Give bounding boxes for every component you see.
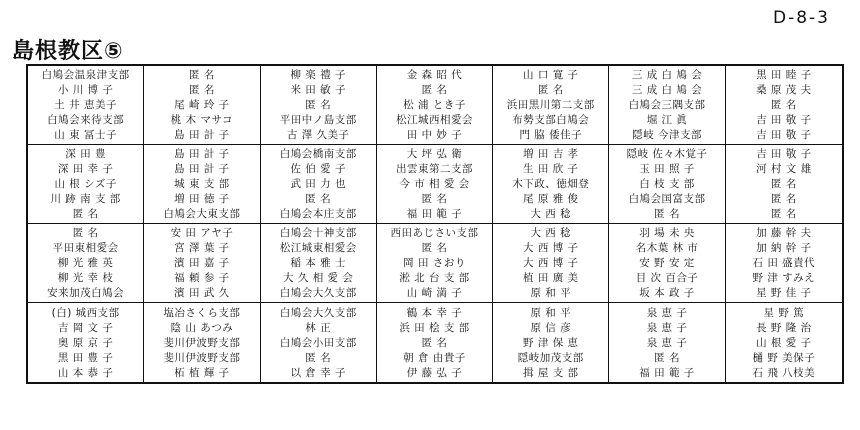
donor-name: 大 坪 弘 衛 <box>406 148 463 161</box>
donor-name: 目 次 百合子 <box>635 271 699 284</box>
donor-name: 野 津 保 恵 <box>523 336 579 349</box>
donor-name: 福 田 範 子 <box>639 366 695 379</box>
donor-name: 吉 岡 文 子 <box>57 321 114 334</box>
donor-name: 樋 野 美保子 <box>752 351 816 364</box>
donor-name: 松 浦 とき子 <box>403 98 466 111</box>
donor-name: 名木葉 林 市 <box>635 242 699 255</box>
name-block <box>261 303 376 382</box>
page-code: D-8-3 <box>773 8 830 28</box>
donor-name: 匿 名 <box>305 192 332 205</box>
donor-name: 濱 田 嘉 子 <box>174 256 230 269</box>
donor-name: 匿 名 <box>72 207 99 220</box>
donor-name: 山 本 恭 子 <box>57 366 114 379</box>
donor-name: 門 脇 倭佳子 <box>519 128 583 141</box>
donor-name: 原 信 彦 <box>530 321 572 334</box>
donor-name: 大 久 相 愛 会 <box>283 271 354 284</box>
name-block <box>144 66 259 145</box>
donor-name: 原 和 平 <box>530 306 572 319</box>
donor-name: 匿 名 <box>654 351 680 364</box>
page-title: 島根教区⑤ <box>12 39 124 64</box>
donor-name: 白鳩会三隅支部 <box>628 98 706 111</box>
donor-name: 山 根 愛 子 <box>756 336 812 349</box>
donor-name: 植 田 廣 美 <box>523 271 579 284</box>
donor-name: 白鳩会本庄支部 <box>279 207 357 220</box>
donor-name: 石 飛 八枝美 <box>752 366 816 379</box>
name-block <box>144 303 259 382</box>
donor-name: 山 根 シズ子 <box>54 177 117 190</box>
donor-name: 隠岐 今津支部 <box>632 128 702 141</box>
donor-name: 白鳩会大久支部 <box>279 306 357 319</box>
name-block <box>493 303 608 382</box>
donor-name: 匿 名 <box>770 207 797 220</box>
donor-name: 岡 田 さおり <box>403 256 466 269</box>
donor-name: 白鳩会大久支部 <box>279 286 357 299</box>
name-block <box>28 303 143 382</box>
name-block <box>726 66 842 145</box>
donor-name: 匿 名 <box>421 242 448 255</box>
name-column <box>726 66 842 382</box>
donor-name: 匿 名 <box>770 98 797 111</box>
donor-name: 出雲東第二支部 <box>395 163 473 176</box>
donor-name: 白 枝 支 部 <box>639 177 695 190</box>
donor-name: 河 村 文 雄 <box>756 163 812 176</box>
donor-name: 三 成 白 鳩 会 <box>631 69 703 82</box>
donor-name: 土 井 恵美子 <box>54 98 117 111</box>
donor-name: 小 川 博 子 <box>57 84 114 97</box>
donor-name: 白鳩会大東支部 <box>163 207 241 220</box>
donor-name: 宮 澤 葉 子 <box>174 242 230 255</box>
donor-name: 大 西 稔 <box>530 227 572 240</box>
donor-name: 田 中 妙 子 <box>406 128 463 141</box>
donor-name: 深 田 豊 <box>65 148 106 161</box>
donor-name: 福 頼 参 子 <box>174 271 230 284</box>
donor-name: 柳 光 幸 枝 <box>57 271 114 284</box>
donor-name: 匿 名 <box>189 84 215 97</box>
donor-name: 平田東相愛会 <box>52 242 119 255</box>
donor-name: 尾 原 雅 俊 <box>523 192 579 205</box>
name-column <box>377 66 493 382</box>
donor-name: 黒 田 豊 子 <box>57 351 114 364</box>
donor-name: 古 澤 久美子 <box>286 128 350 141</box>
donor-name: 安 野 安 定 <box>639 256 695 269</box>
name-block <box>261 66 376 145</box>
donor-name: 匿 名 <box>770 177 797 190</box>
donor-name: 柳 楽 禮 子 <box>290 69 346 82</box>
donor-name: 大 西 博 子 <box>523 242 579 255</box>
name-block <box>28 66 143 145</box>
name-block <box>726 303 842 382</box>
name-block <box>377 145 492 224</box>
name-block <box>261 224 376 303</box>
donor-name: 桑 原 茂 夫 <box>756 84 812 97</box>
donor-name: 金 森 昭 代 <box>406 69 463 82</box>
donor-name: 匿 名 <box>421 84 448 97</box>
donor-name: 吉 田 敬 子 <box>756 148 812 161</box>
donor-name: 松江城東相愛会 <box>279 242 357 255</box>
donor-name: 米 田 敏 子 <box>290 84 346 97</box>
donor-name: 浜 田 桧 支 部 <box>399 321 470 334</box>
donor-name: 濱 田 武 久 <box>174 286 230 299</box>
donor-name: 白鳩会来待支部 <box>47 113 125 126</box>
donor-name: 西田あじさい支部 <box>390 227 479 240</box>
donor-name: 平田中ノ島支部 <box>279 113 357 126</box>
donor-name: 淞 北 台 支 部 <box>399 271 470 284</box>
donor-name: 匿 名 <box>537 84 564 97</box>
donor-name: 安来加茂白鳩会 <box>47 286 125 299</box>
donor-name: 白鳩会小田支部 <box>279 336 357 349</box>
name-block <box>609 145 724 224</box>
name-block <box>28 145 143 224</box>
donor-name: 桃 木 マサコ <box>170 113 234 126</box>
donor-name: 隠岐 佐々木覚子 <box>626 148 708 161</box>
donor-name: 斐川伊波野支部 <box>163 351 241 364</box>
donor-name: 生 田 欣 子 <box>523 163 579 176</box>
name-block <box>609 303 724 382</box>
donor-name: 吉 田 敬 子 <box>756 113 812 126</box>
donor-name: 星 野 佳 子 <box>756 286 812 299</box>
donor-name: 星 野 篤 <box>763 306 805 319</box>
name-block <box>726 145 842 224</box>
name-block <box>144 145 259 224</box>
donor-name: 匿 名 <box>305 351 332 364</box>
donor-name: 福 田 範 子 <box>406 207 463 220</box>
donor-name: 大 西 稔 <box>530 207 572 220</box>
donor-name: 加 藤 幹 夫 <box>756 227 812 240</box>
donor-name: 加 納 幹 子 <box>756 242 812 255</box>
donor-name: 柳 光 雅 英 <box>57 256 114 269</box>
donor-name: 以 倉 幸 子 <box>290 366 346 379</box>
name-block <box>493 224 608 303</box>
donor-name: 安 田 アヤ子 <box>170 227 234 240</box>
donor-name: 島 田 計 子 <box>174 148 230 161</box>
donor-name: 林 正 <box>305 321 332 334</box>
donor-name: 山 口 寛 子 <box>523 69 579 82</box>
donor-name: 羽 場 未 央 <box>639 227 695 240</box>
donor-name: 武 田 力 也 <box>290 177 346 190</box>
name-block <box>261 145 376 224</box>
donor-name: 城 東 支 部 <box>174 177 230 190</box>
donor-name: 匿 名 <box>654 207 680 220</box>
name-block <box>377 66 492 145</box>
donor-name: 堀 江 眞 <box>646 113 688 126</box>
donor-name: 白鳩会温泉津支部 <box>41 69 130 82</box>
donor-name: 白鳩会国富支部 <box>628 192 706 205</box>
name-column <box>28 66 144 382</box>
donor-name-grid <box>26 64 844 384</box>
donor-name: 隠岐加茂支部 <box>517 351 584 364</box>
donor-name: 原 和 平 <box>530 286 572 299</box>
donor-name: 野 津 すみえ <box>752 271 816 284</box>
name-column <box>493 66 609 382</box>
donor-name: 布勢支部白鳩会 <box>512 113 590 126</box>
donor-name: 伊 藤 弘 子 <box>406 366 463 379</box>
name-block <box>28 224 143 303</box>
donor-name: 匿 名 <box>72 227 99 240</box>
donor-name: (白) 城西支部 <box>51 306 120 319</box>
donor-name: 三 成 白 鳩 会 <box>631 84 703 97</box>
donor-name: 斐川伊波野支部 <box>163 336 241 349</box>
name-block <box>493 145 608 224</box>
donor-name: 山 東 冨士子 <box>54 128 117 141</box>
donor-name: 深 田 幸 子 <box>57 163 114 176</box>
name-block <box>609 66 724 145</box>
donor-name: 泉 恵 子 <box>646 306 688 319</box>
donor-name: 陰 山 あつみ <box>170 321 234 334</box>
donor-name: 泉 恵 子 <box>646 336 688 349</box>
donor-name: 黒 田 睦 子 <box>756 69 812 82</box>
name-block <box>609 224 724 303</box>
donor-name: 島 田 計 子 <box>174 163 230 176</box>
donor-name: 松江城西相愛会 <box>395 113 473 126</box>
donor-name: 浜田黒川第二支部 <box>506 98 595 111</box>
donor-name: 長 野 隆 治 <box>756 321 812 334</box>
donor-name: 木下政、徳畑登 <box>512 177 590 190</box>
donor-name: 坂 本 政 子 <box>639 286 695 299</box>
donor-name: 石 田 盛責代 <box>752 256 816 269</box>
donor-name: 増 田 吉 孝 <box>523 148 579 161</box>
name-column <box>261 66 377 382</box>
donor-name: 揖 屋 支 部 <box>523 366 579 379</box>
name-column <box>609 66 725 382</box>
name-block <box>377 224 492 303</box>
donor-name: 玉 田 照 子 <box>639 163 695 176</box>
donor-name: 匿 名 <box>189 69 215 82</box>
name-column <box>144 66 260 382</box>
donor-name: 鶴 本 幸 子 <box>406 306 463 319</box>
donor-name: 佐 伯 愛 子 <box>290 163 346 176</box>
donor-name: 白鳩会橋南支部 <box>279 148 357 161</box>
donor-name: 今 市 相 愛 会 <box>399 177 470 190</box>
name-block <box>726 224 842 303</box>
name-block <box>144 224 259 303</box>
donor-name: 山 崎 満 子 <box>406 286 463 299</box>
donor-name: 匿 名 <box>421 192 448 205</box>
donor-name: 柘 植 輝 子 <box>174 366 230 379</box>
donor-name: 尾 崎 玲 子 <box>174 98 230 111</box>
donor-name: 稲 本 雅 士 <box>290 256 346 269</box>
name-block <box>493 66 608 145</box>
donor-name: 匿 名 <box>770 192 797 205</box>
donor-name: 朝 倉 由貴子 <box>403 351 466 364</box>
donor-name: 吉 田 敬 子 <box>756 128 812 141</box>
donor-name: 島 田 計 子 <box>174 128 230 141</box>
donor-name: 奥 原 京 子 <box>57 336 114 349</box>
donor-name: 匿 名 <box>305 98 332 111</box>
donor-name: 川 跡 南 支 部 <box>50 192 121 205</box>
donor-name: 泉 恵 子 <box>646 321 688 334</box>
name-block <box>377 303 492 382</box>
donor-name: 塩冶さくら支部 <box>163 306 241 319</box>
donor-name: 白鳩会十神支部 <box>279 227 357 240</box>
donor-name: 大 西 博 子 <box>523 256 579 269</box>
donor-name: 匿 名 <box>421 336 448 349</box>
donor-name: 増 田 徳 子 <box>174 192 230 205</box>
